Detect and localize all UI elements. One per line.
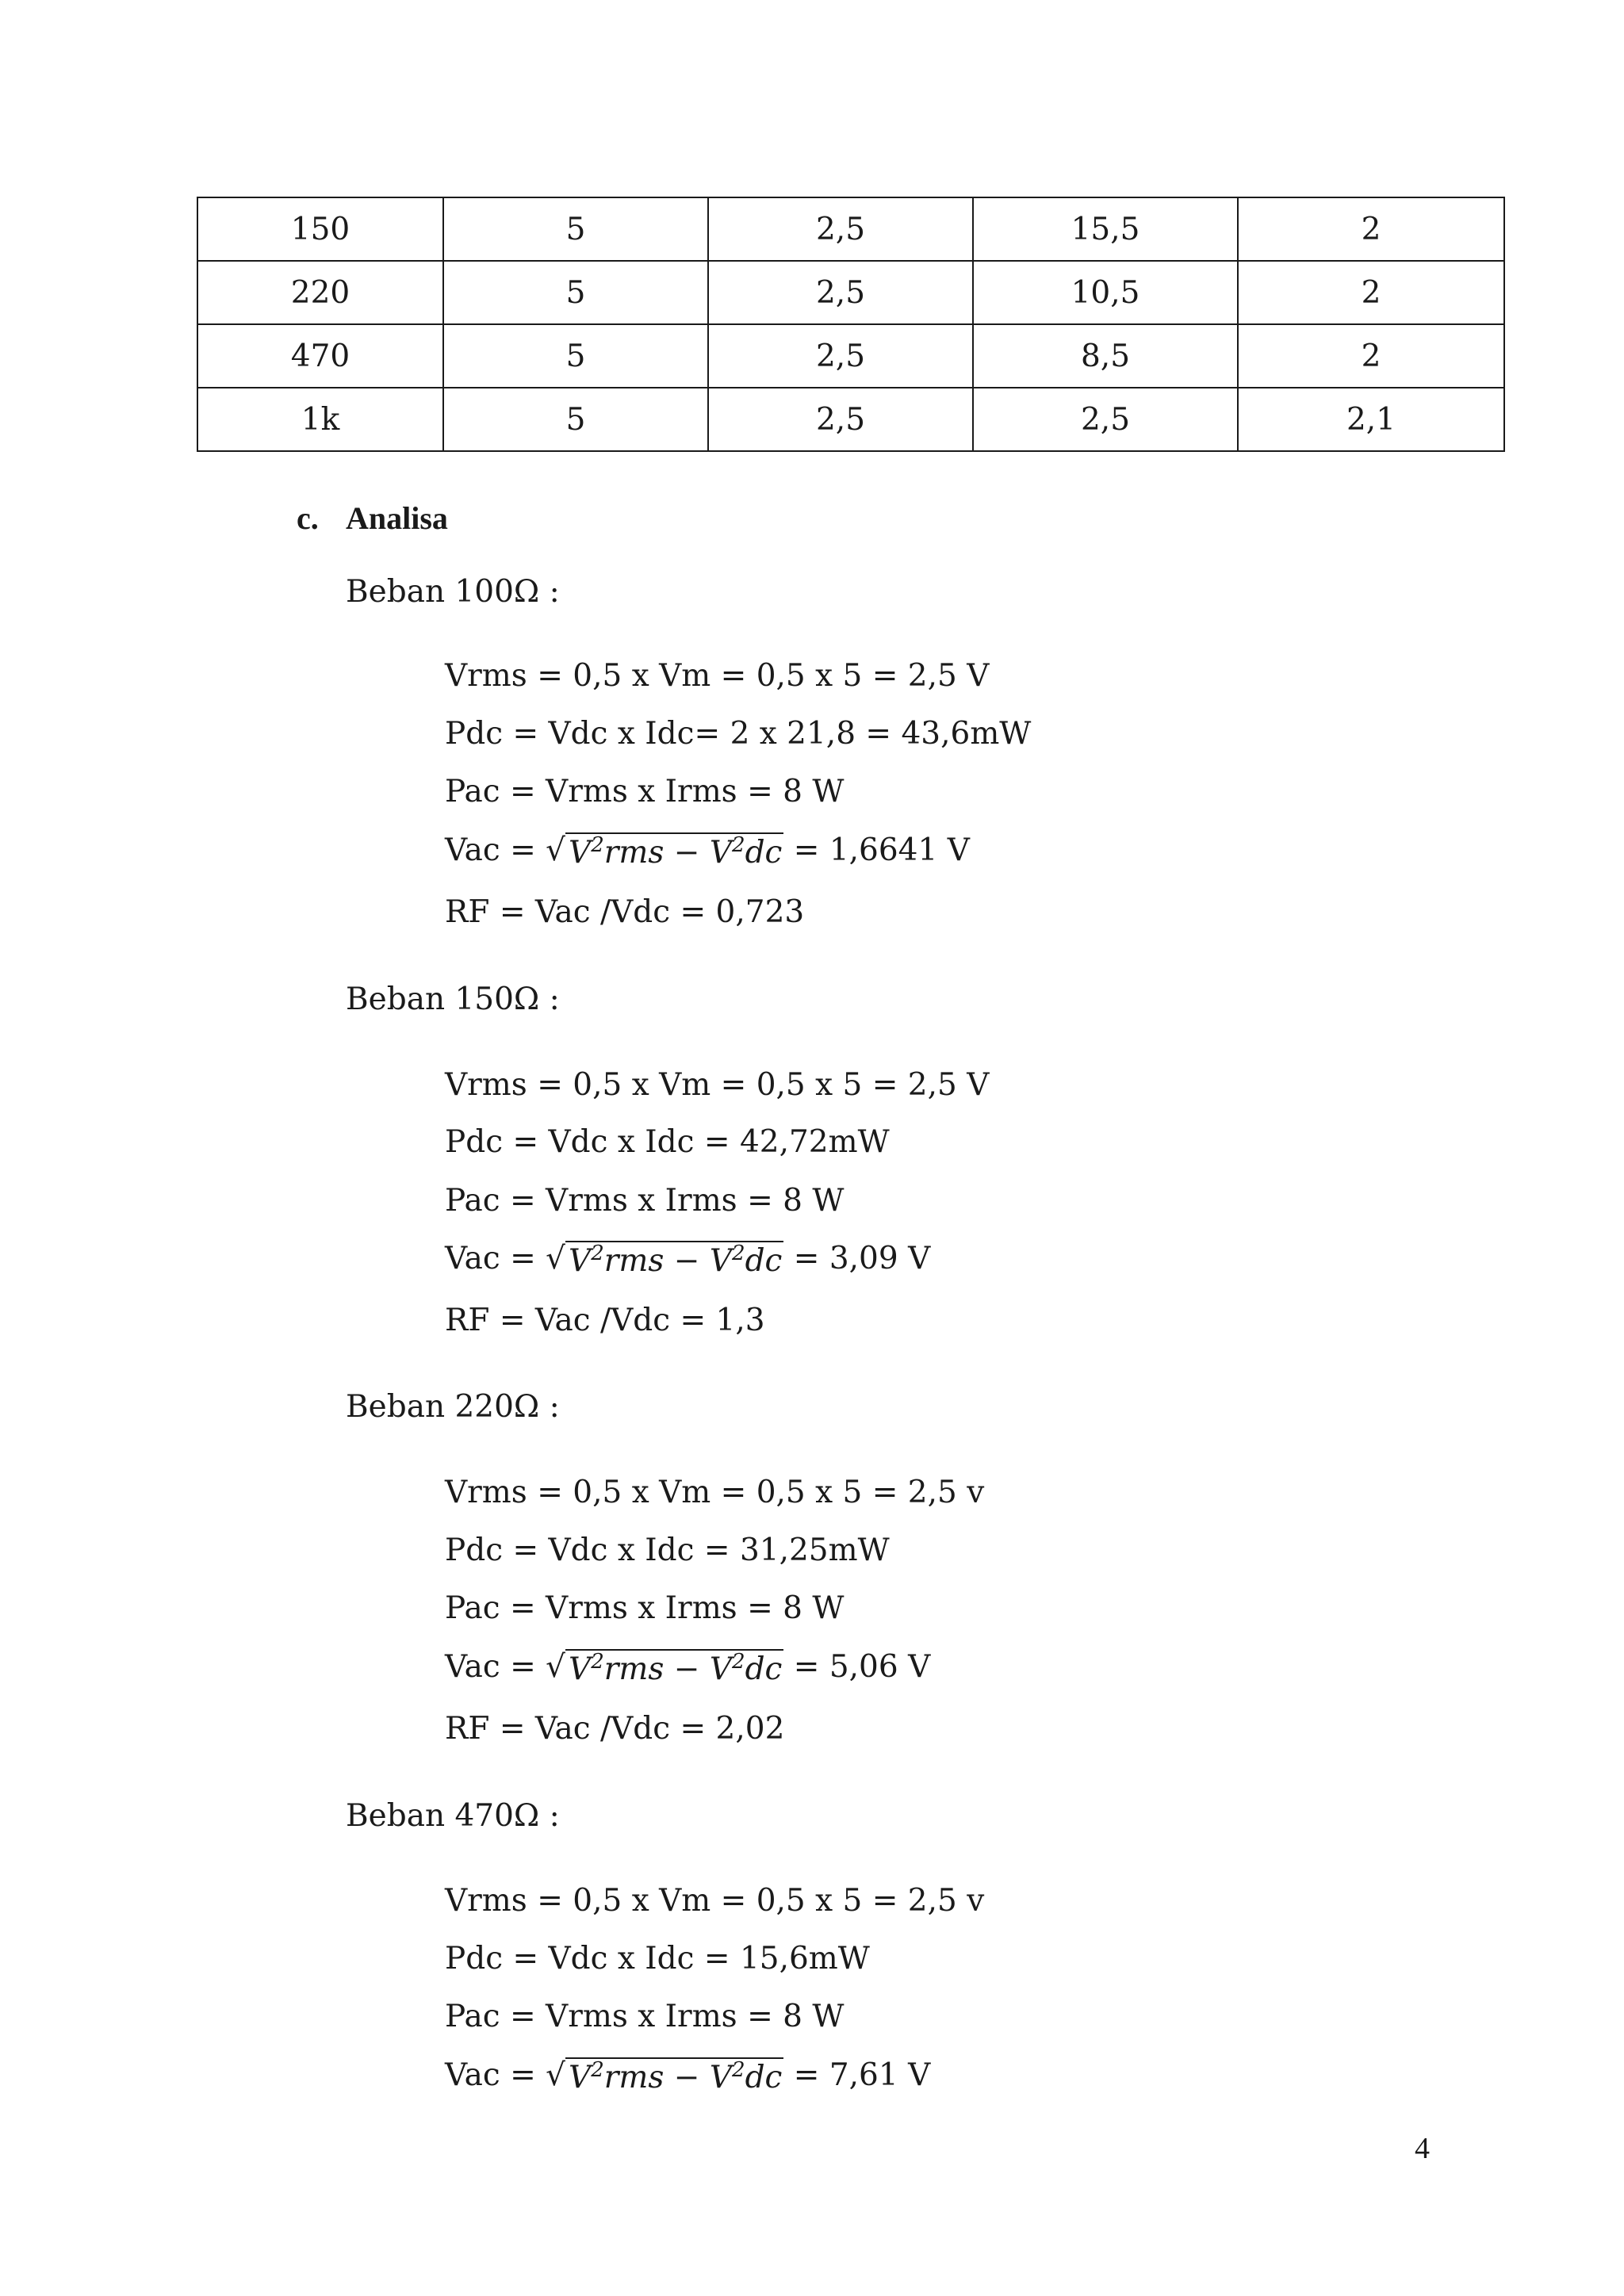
vac-prefix: Vac = [445, 1649, 546, 1685]
table-cell: 2 [1238, 261, 1504, 324]
exponent: 2 [732, 2058, 745, 2082]
table-cell: 2,1 [1238, 388, 1504, 451]
load-heading: Beban 220Ω : [346, 1389, 560, 1425]
vac-equation [445, 1241, 930, 1280]
exponent: 2 [732, 833, 745, 857]
table-cell: 5 [443, 261, 708, 324]
vrms-equation: Vrms = 0,5 x Vm = 0,5 x 5 = 2,5 V [445, 1067, 990, 1103]
vac-result: = 7,61 V [783, 2057, 931, 2093]
table-cell: 10,5 [973, 261, 1238, 324]
exponent: 2 [591, 833, 604, 857]
pdc-equation: Pdc = Vdc x Idc= 2 x 21,8 = 43,6mW [445, 716, 1032, 752]
table-cell: 15,5 [973, 197, 1238, 261]
radical-sign: √ [546, 2057, 566, 2093]
table-cell: 2,5 [973, 388, 1238, 451]
table-cell: 5 [443, 324, 708, 388]
rf-equation: RF = Vac /Vdc = 2,02 [445, 1711, 785, 1747]
radicand-part: dc [745, 1651, 783, 1687]
pdc-equation: Pdc = Vdc x Idc = 31,25mW [445, 1533, 890, 1568]
measurement-table [197, 197, 1505, 452]
radicand-part: V [569, 1651, 592, 1687]
table-cell: 150 [197, 197, 443, 261]
rf-equation: RF = Vac /Vdc = 1,3 [445, 1303, 765, 1338]
radicand [565, 1649, 783, 1688]
radicand-part: dc [745, 1243, 783, 1279]
radicand-part: V [569, 835, 592, 871]
pac-equation: Pac = Vrms x Irms = 8 W [445, 1590, 845, 1626]
vrms-equation: Vrms = 0,5 x Vm = 0,5 x 5 = 2,5 v [445, 1883, 985, 1919]
radicand-part: rms − V [603, 835, 733, 871]
radicand-part: rms − V [603, 1243, 733, 1279]
table-row [197, 197, 1504, 261]
rf-equation: RF = Vac /Vdc = 0,723 [445, 894, 805, 930]
vac-equation [445, 1649, 930, 1688]
radicand-part: rms − V [603, 2060, 733, 2095]
exponent: 2 [591, 1650, 604, 1674]
pac-equation: Pac = Vrms x Irms = 8 W [445, 1183, 845, 1219]
table-cell: 220 [197, 261, 443, 324]
table-cell: 5 [443, 197, 708, 261]
load-heading: Beban 470Ω : [346, 1798, 560, 1834]
pac-equation: Pac = Vrms x Irms = 8 W [445, 774, 845, 809]
exponent: 2 [732, 1242, 745, 1265]
radical-sign: √ [546, 1649, 566, 1685]
table-cell: 5 [443, 388, 708, 451]
vac-prefix: Vac = [445, 2057, 546, 2093]
radicand [565, 2057, 783, 2096]
radicand-part: dc [745, 2060, 783, 2095]
table-cell: 8,5 [973, 324, 1238, 388]
exponent: 2 [591, 2058, 604, 2082]
vac-prefix: Vac = [445, 1241, 546, 1276]
table-cell: 2,5 [708, 388, 973, 451]
section-title: Analisa [346, 500, 448, 536]
radicand-part: rms − V [603, 1651, 733, 1687]
vrms-equation: Vrms = 0,5 x Vm = 0,5 x 5 = 2,5 V [445, 658, 990, 694]
vrms-equation: Vrms = 0,5 x Vm = 0,5 x 5 = 2,5 v [445, 1475, 985, 1510]
exponent: 2 [591, 1242, 604, 1265]
exponent: 2 [732, 1650, 745, 1674]
page-number: 4 [1415, 2132, 1430, 2165]
load-heading: Beban 150Ω : [346, 982, 560, 1017]
load-heading: Beban 100Ω : [346, 574, 560, 610]
table-row [197, 324, 1504, 388]
table-cell: 2,5 [708, 261, 973, 324]
table-row [197, 388, 1504, 451]
square-root [546, 832, 783, 871]
vac-equation [445, 2057, 930, 2096]
table-cell: 2,5 [708, 197, 973, 261]
square-root [546, 2057, 783, 2096]
pac-equation: Pac = Vrms x Irms = 8 W [445, 1999, 845, 2034]
table-row [197, 261, 1504, 324]
radicand-part: dc [745, 835, 783, 871]
section-heading [297, 499, 448, 537]
square-root [546, 1649, 783, 1688]
radicand [565, 832, 783, 871]
radical-sign: √ [546, 1241, 566, 1276]
vac-result: = 1,6641 V [783, 832, 970, 868]
table-cell: 2,5 [708, 324, 973, 388]
pdc-equation: Pdc = Vdc x Idc = 42,72mW [445, 1124, 890, 1160]
pdc-equation: Pdc = Vdc x Idc = 15,6mW [445, 1941, 870, 1976]
vac-result: = 3,09 V [783, 1241, 931, 1276]
square-root [546, 1241, 783, 1280]
vac-prefix: Vac = [445, 832, 546, 868]
vac-result: = 5,06 V [783, 1649, 931, 1685]
table-cell: 2 [1238, 324, 1504, 388]
vac-equation [445, 832, 970, 871]
radical-sign: √ [546, 832, 566, 868]
table-cell: 1k [197, 388, 443, 451]
radicand-part: V [569, 1243, 592, 1279]
table-cell: 2 [1238, 197, 1504, 261]
radicand [565, 1241, 783, 1280]
radicand-part: V [569, 2060, 592, 2095]
section-number: c. [297, 500, 319, 536]
table-cell: 470 [197, 324, 443, 388]
